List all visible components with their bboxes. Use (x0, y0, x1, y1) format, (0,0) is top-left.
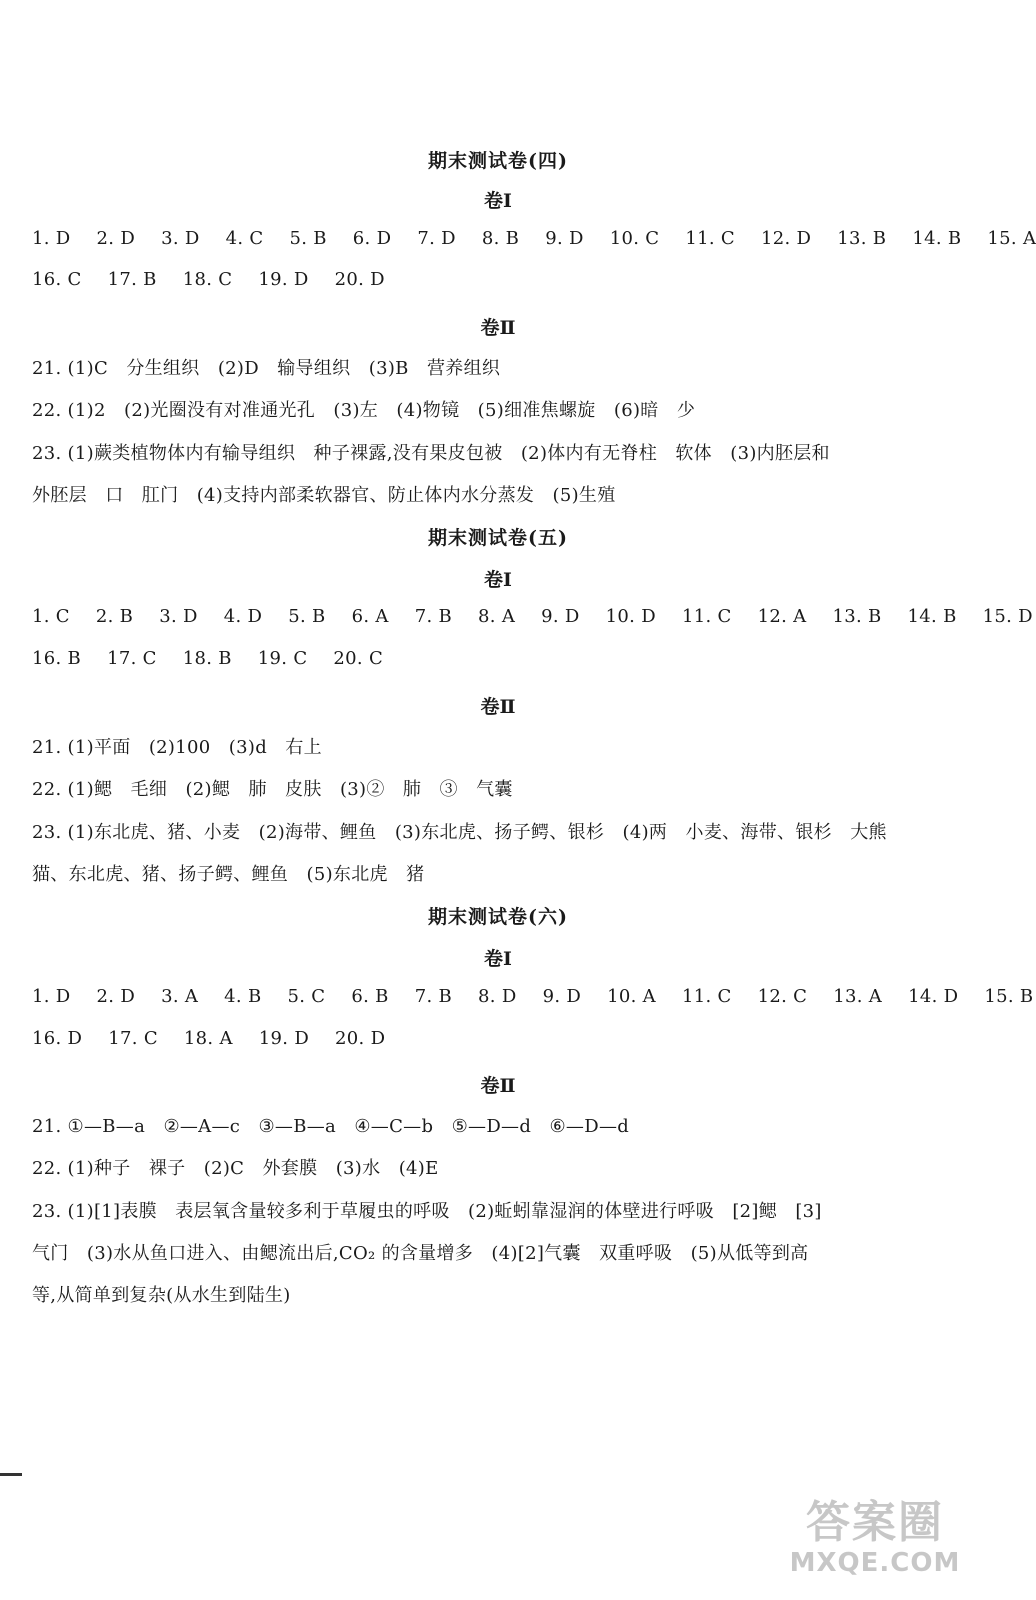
mc-answer: 13. A (833, 986, 883, 1007)
exam5-q23-line2: 猫、东北虎、猪、扬子鳄、鲤鱼 (5)东北虎 猪 (32, 864, 425, 885)
exam5-q22: 22. (1)鳃 毛细 (2)鳃 肺 皮肤 (3)② 肺 ③ 气囊 (32, 779, 513, 800)
mc-answer: 4. D (223, 606, 263, 627)
mc-answer: 19. C (257, 648, 308, 669)
mc-answer: 1. D (32, 986, 71, 1007)
exam6-q23-line3: 等,从简单到复杂(从水生到陆生) (32, 1285, 291, 1306)
mc-answer: 17. B (107, 269, 157, 290)
exam5-part2-heading: 卷Ⅱ (480, 696, 516, 718)
mc-answer: 9. D (542, 986, 582, 1007)
mc-answer: 19. D (258, 269, 309, 290)
mc-answer: 6. A (351, 606, 389, 627)
exam4-q23-line2: 外胚层 口 肛门 (4)支持内部柔软器官、防止体内水分蒸发 (5)生殖 (32, 485, 616, 506)
mc-answer: 6. B (351, 986, 389, 1007)
mc-answer: 5. B (288, 606, 326, 627)
mc-answer: 20. D (335, 1028, 386, 1049)
mc-answer: 2. B (95, 606, 134, 627)
mc-answer: 9. D (541, 606, 580, 627)
mc-answer: 17. C (108, 1028, 158, 1049)
exam6-q22: 22. (1)种子 裸子 (2)C 外套膜 (3)水 (4)E (32, 1158, 439, 1179)
mc-answer: 10. C (609, 228, 660, 249)
exam4-mc-row2 (32, 269, 972, 290)
exam6-mc-row2 (32, 1028, 972, 1049)
exam6-q21: 21. ①—B—a ②—A—c ③—B—a ④—C—b ⑤—D—d ⑥—D—d (32, 1116, 630, 1137)
exam4-q21: 21. (1)C 分生组织 (2)D 输导组织 (3)B 营养组织 (32, 358, 501, 379)
mc-answer: 11. C (685, 228, 735, 249)
mc-answer: 15. B (984, 986, 1034, 1007)
mc-answer: 9. D (545, 228, 584, 249)
mc-answer: 4. B (224, 986, 262, 1007)
mc-answer: 7. B (414, 986, 453, 1007)
exam4-q22: 22. (1)2 (2)光圈没有对准通光孔 (3)左 (4)物镜 (5)细准焦螺旋 (6)暗 少 (32, 400, 696, 421)
exam5-mc-row1 (32, 606, 1033, 627)
mc-answer: 1. D (32, 228, 71, 249)
mc-answer: 2. D (96, 228, 136, 249)
mc-answer: 10. A (607, 986, 656, 1007)
mc-answer: 16. B (32, 648, 82, 669)
exam5-title: 期末测试卷(五) (428, 527, 568, 549)
mc-answer: 3. A (161, 986, 199, 1007)
mc-answer: 7. B (414, 606, 453, 627)
exam5-q21: 21. (1)平面 (2)100 (3)d 右上 (32, 737, 322, 758)
mc-answer: 15. A (987, 228, 1036, 249)
mc-answer: 10. D (605, 606, 656, 627)
exam4-mc-row1 (32, 228, 1036, 249)
exam4-part1-heading: 卷Ⅰ (484, 190, 512, 212)
mc-answer: 20. D (334, 269, 385, 290)
exam6-q23-line1: 23. (1)[1]表膜 表层氧含量较多利于草履虫的呼吸 (2)蚯蚓靠湿润的体壁进行呼吸 [2]鳃 [3] (32, 1201, 822, 1222)
mc-answer: 12. D (760, 228, 812, 249)
exam4-part2-heading: 卷Ⅱ (480, 317, 516, 339)
mc-answer: 18. A (183, 1028, 233, 1049)
mc-answer: 13. B (832, 606, 882, 627)
mc-answer: 18. B (182, 648, 232, 669)
mc-answer: 14. D (908, 986, 959, 1007)
exam6-part2-heading: 卷Ⅱ (480, 1075, 516, 1097)
mc-answer: 20. C (333, 648, 384, 669)
mc-answer: 8. A (478, 606, 516, 627)
mc-answer: 6. D (352, 228, 392, 249)
mc-answer: 8. B (481, 228, 520, 249)
mc-answer: 14. B (912, 228, 962, 249)
mc-answer: 16. D (32, 1028, 83, 1049)
exam6-part1-heading: 卷Ⅰ (484, 948, 512, 970)
exam6-q23-line2: 气门 (3)水从鱼口进入、由鳃流出后,CO₂ 的含量增多 (4)[2]气囊 双重呼吸 (5)从低等到高 (32, 1243, 809, 1264)
mc-answer: 2. D (96, 986, 136, 1007)
mc-answer: 16. C (32, 269, 82, 290)
mc-answer: 12. A (757, 606, 807, 627)
mc-answer: 19. D (258, 1028, 310, 1049)
mc-answer: 11. C (681, 986, 732, 1007)
mc-answer: 12. C (757, 986, 808, 1007)
exam6-title: 期末测试卷(六) (428, 906, 568, 928)
mc-answer: 1. C (32, 606, 70, 627)
mc-answer: 14. B (907, 606, 957, 627)
mc-answer: 4. C (225, 228, 264, 249)
mc-answer: 11. C (681, 606, 732, 627)
mc-answer: 3. D (159, 606, 198, 627)
mc-answer: 8. D (478, 986, 517, 1007)
mc-answer: 7. D (417, 228, 456, 249)
watermark-cn-text: 答案圈 (806, 1497, 944, 1548)
page-edge-mark (0, 1473, 22, 1476)
watermark-en-text: MXQE.COM (789, 1548, 961, 1578)
exam5-mc-row2 (32, 648, 972, 669)
exam6-mc-row1 (32, 986, 1034, 1007)
mc-answer: 5. C (287, 986, 326, 1007)
mc-answer: 5. B (289, 228, 327, 249)
mc-answer: 15. D (982, 606, 1033, 627)
exam4-title: 期末测试卷(四) (428, 150, 568, 172)
mc-answer: 17. C (107, 648, 157, 669)
watermark-logo (770, 1498, 980, 1578)
exam5-part1-heading: 卷Ⅰ (484, 569, 512, 591)
exam4-q23-line1: 23. (1)蕨类植物体内有输导组织 种子裸露,没有果皮包被 (2)体内有无脊柱 软体 (3)内胚层和 (32, 443, 830, 464)
mc-answer: 18. C (182, 269, 233, 290)
mc-answer: 13. B (837, 228, 887, 249)
mc-answer: 3. D (161, 228, 200, 249)
exam5-q23-line1: 23. (1)东北虎、猪、小麦 (2)海带、鲤鱼 (3)东北虎、扬子鳄、银杉 (4)两 小麦、海带、银杉 大熊 (32, 822, 887, 843)
